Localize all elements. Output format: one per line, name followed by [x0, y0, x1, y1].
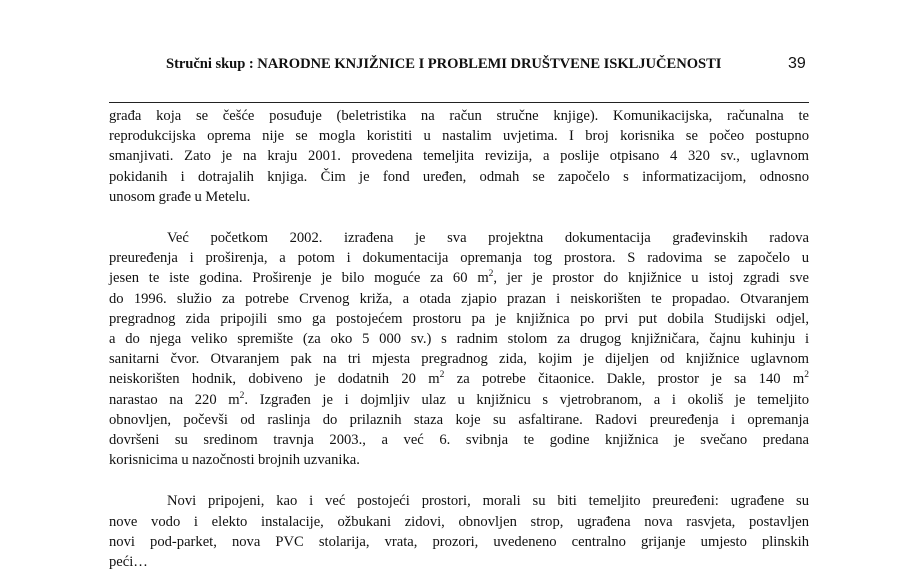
text-line-content: Novi pripojeni, kao i već postojeći prostori, morali su biti temeljito preuređeni: ugrađene su — [167, 493, 809, 510]
paragraph-2 — [109, 228, 809, 470]
text-line: obnovljen, počevši od raslinja do prilaznih staza koje su asfaltirane. Radovi preuređenja i opremanja — [109, 411, 809, 428]
page-number: 39 — [788, 55, 806, 72]
text-line — [109, 390, 809, 410]
text-line: smanjivati. Zato je na kraju 2001. provedena temeljita revizija, a poslije otpisano 4 320 sv., uglavnom — [109, 148, 809, 165]
text-line: preuređenja i proširenja, a potom i dokumentacija opremanja tog prostora. S radovima se započelo u — [109, 250, 809, 267]
text-line: do 1996. služio za potrebe Crvenog križa, a otada zjapio prazan i neiskorišten te propadao. Otvaranjem — [109, 290, 809, 307]
text-segment: , jer je prostor do knjižnice u istoj zgradi sve — [493, 270, 809, 287]
text-line — [109, 228, 809, 248]
text-line: reprodukcijska oprema nije se mogla koristiti u nastalim uvjetima. I broj korisnika se počeo postupno — [109, 128, 809, 145]
text-line: unosom građe u Metelu. — [109, 188, 251, 205]
running-title: Stručni skup : NARODNE KNJIŽNICE I PROBLEMI DRUŠTVENE ISKLJUČENOSTI — [166, 56, 722, 72]
text-line: građa koja se češće posuđuje (beletristika na račun stručne knjige). Komunikacijska, računalna te — [109, 108, 809, 124]
paragraph-3 — [109, 491, 809, 572]
text-line: nove vodo i elekto instalacije, ožbukani zidovi, obnovljen strop, ugrađena nova rasvjeta, postavljen — [109, 513, 809, 530]
body-text — [109, 106, 809, 572]
running-header — [166, 54, 816, 74]
superscript: 2 — [439, 370, 445, 381]
text-line: korisnicima u nazočnosti brojnih uzvanika. — [109, 452, 360, 469]
text-line: sanitarni čvor. Otvaranjem pak na tri mjesta pregradnog zida, kojim je dijeljen od knjižnice uglavnom — [109, 351, 809, 368]
text-line — [109, 491, 809, 511]
text-segment: . Izgrađen je i dojmljiv ulaz u knjižnicu s vjetrobranom, a i okoliš je temeljito — [244, 391, 809, 408]
text-line: pokidanih i dotrajalih knjiga. Čim je fond uređen, odmah se započelo s informatizacijom, odnosno — [109, 168, 809, 185]
superscript: 2 — [488, 269, 494, 280]
text-line: pregradnog zida pripojili smo ga postojećem prostoru pa je knjižnica po prvi put dobila Studijski odjel, — [109, 310, 809, 327]
text-line — [109, 369, 809, 389]
text-line-content: Već početkom 2002. izrađena je sva projektna dokumentacija građevinskih radova — [167, 230, 809, 247]
header-rule — [109, 102, 809, 103]
superscript: 2 — [239, 390, 245, 401]
text-line: novi pod-parket, nova PVC stolarija, vrata, prozori, uvedeneno centralno grijanje umjesto plinskih — [109, 533, 809, 550]
text-segment: narastao na 220 m — [109, 391, 240, 408]
text-segment: neiskorišten hodnik, dobiveno je dodatnih 20 m — [109, 371, 440, 388]
text-line — [109, 268, 809, 288]
text-line: dovršeni su sredinom travnja 2003., a već 6. svibnja te godine knjižnica je svečano predana — [109, 432, 809, 449]
text-segment: za potrebe čitaonice. Dakle, prostor je sa 140 m — [444, 371, 805, 388]
text-line: a do njega veliko spremište (za oko 5 000 sv.) s radnim stolom za drugog knjižničara, čajnu kuhinju i — [109, 331, 809, 348]
text-line: peći… — [109, 554, 148, 571]
superscript: 2 — [804, 370, 809, 381]
paragraph-1 — [109, 106, 809, 207]
text-segment: jesen te iste godina. Proširenje je bilo moguće za 60 m — [109, 270, 489, 287]
